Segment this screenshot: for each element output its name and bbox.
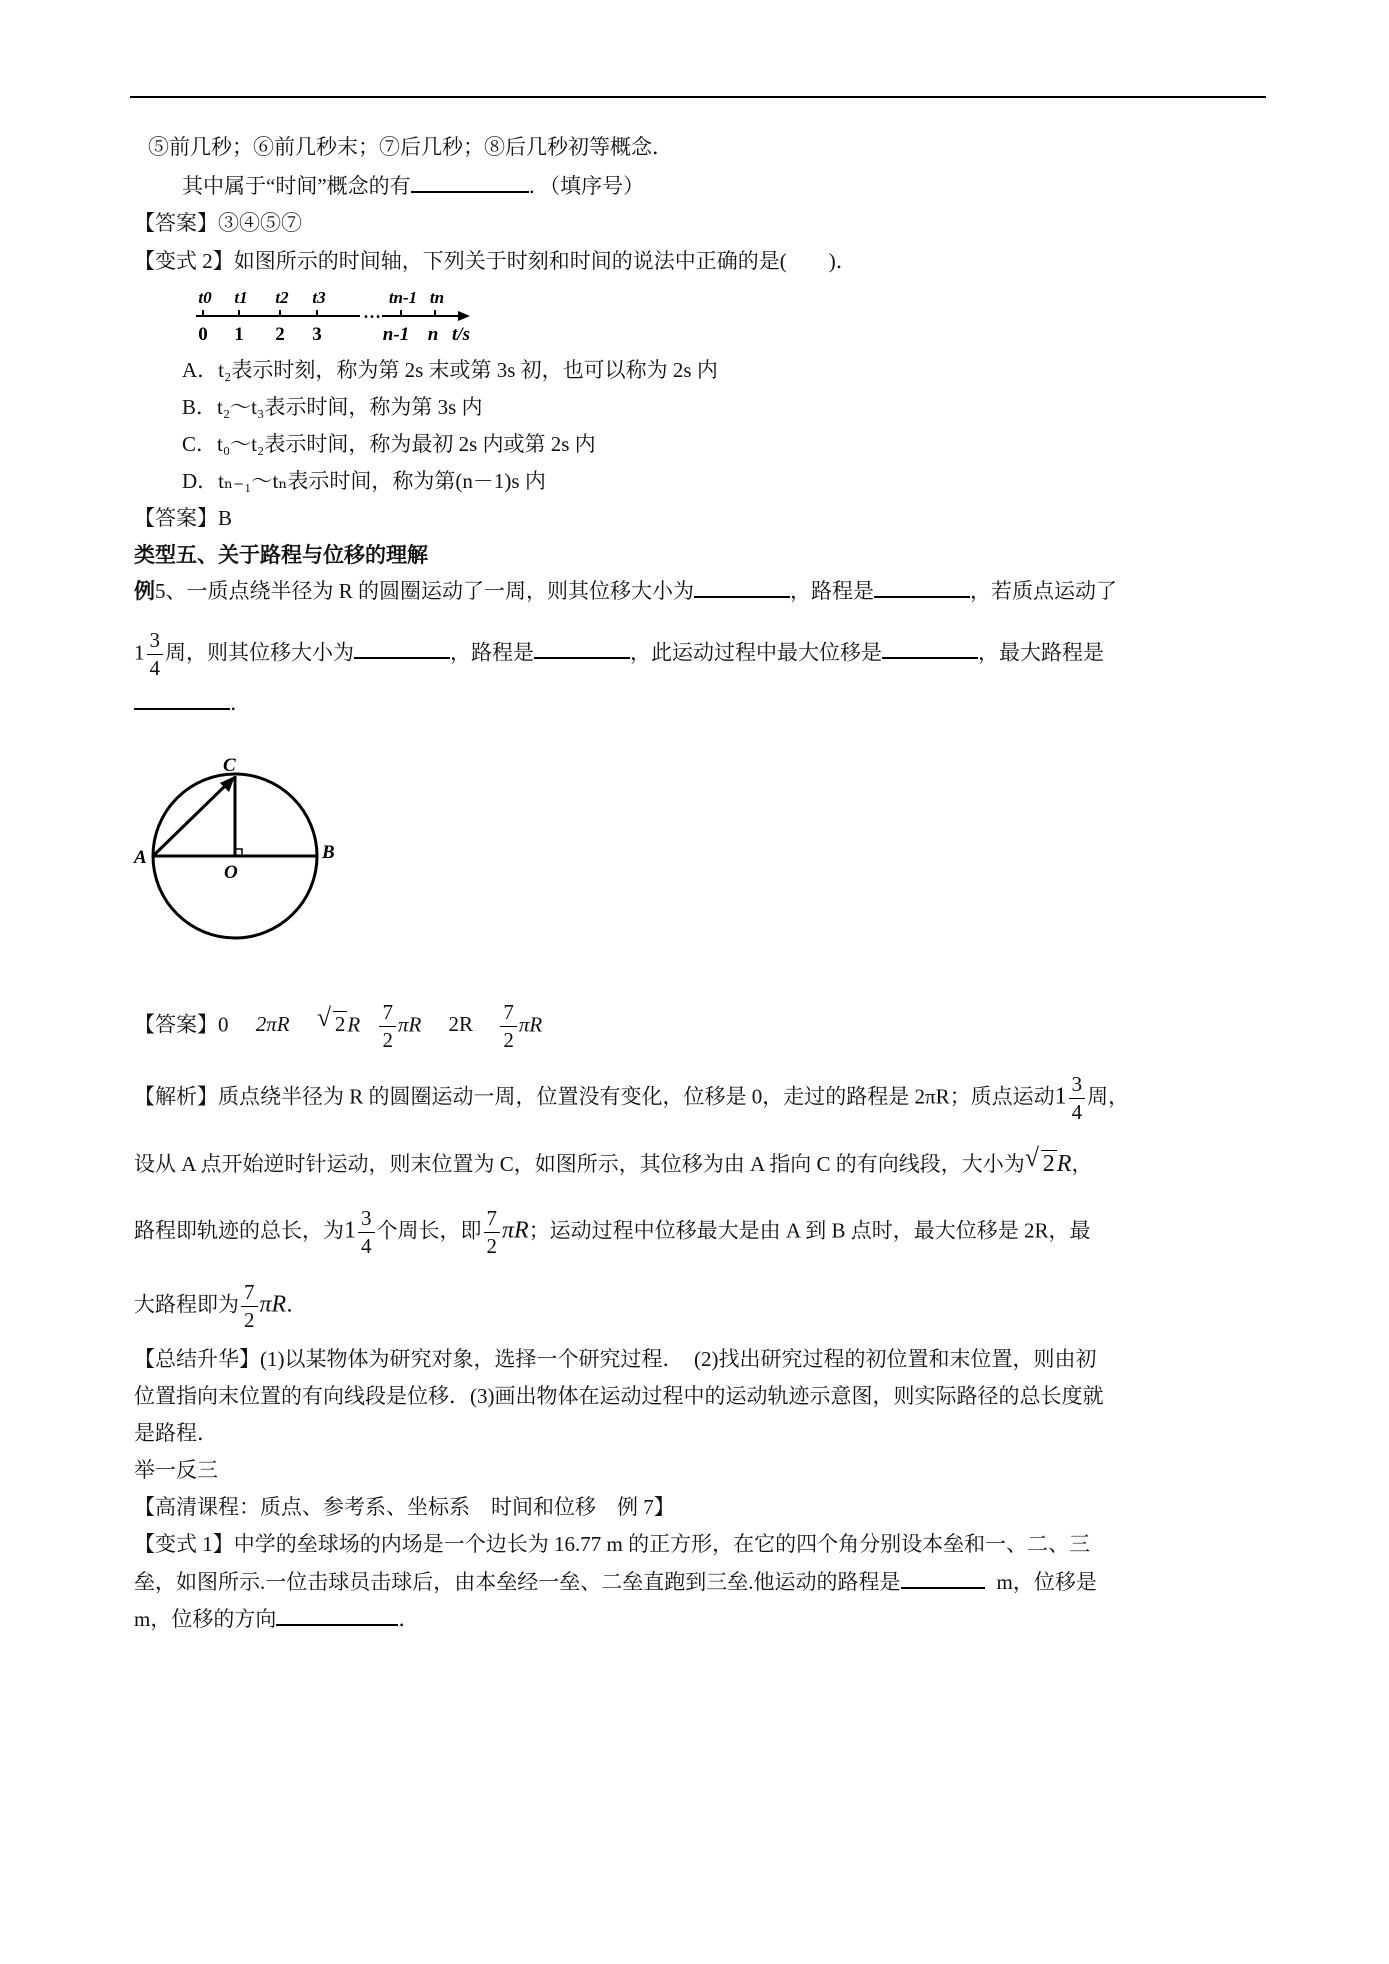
- timeline-top-label: t1: [234, 288, 248, 307]
- option-a: A．t₂表示时刻，称为第 2s 末或第 3s 初，也可以称为 2s 内: [182, 358, 718, 382]
- timeline-top-label: tn-1: [388, 288, 418, 307]
- sqrt-expression: √ 2: [1024, 1143, 1055, 1177]
- timeline-top-label: t0: [198, 288, 212, 307]
- section-heading: 类型五、关于路程与位移的理解: [134, 543, 428, 567]
- summary-line-2: 位置指向末位置的有向线段是位移．(3)画出物体在运动过程中的运动轨迹示意图，则实际路径的总长度就: [134, 1384, 1104, 1408]
- answer-blank[interactable]: [901, 1567, 985, 1589]
- course-link[interactable]: 【高清课程：质点、参考系、坐标系 时间和位移 例 7】: [134, 1495, 675, 1519]
- timeline-top-label: t2: [275, 288, 289, 307]
- timeline-bottom-label: n-1: [382, 324, 410, 345]
- answer-blank[interactable]: [882, 637, 978, 659]
- analysis-line-3: 路程即轨迹的总长，为1 $\frac{3}{4}$ 个周长，即 $\frac{7}{2}$ πR；运动过程中位移最大是由 A 到 B 点时，最大位移是 2R，最: [134, 1206, 1091, 1258]
- example-5-line-2: 1 $\frac{3}{4}$ 周，则其位移大小为 ，路程是 ，此运动过程中最大位移是 ，最大路程是: [134, 628, 1104, 680]
- circle-label: A: [134, 847, 147, 868]
- sqrt-expression: √ 2: [316, 1003, 346, 1037]
- timeline-top-label: tn: [429, 288, 445, 307]
- timeline-bottom-label: 1: [234, 324, 244, 345]
- answer-blank[interactable]: [354, 637, 450, 659]
- analysis-line-4: 大路程即为 $\frac{7}{2}$ πR．: [134, 1280, 308, 1332]
- answer-line: 【答案】③④⑤⑦: [134, 211, 302, 235]
- example-5-line-3: ．: [134, 688, 251, 717]
- option-c: C．t₀～t₂表示时间，称为最初 2s 内或第 2s 内: [182, 432, 596, 456]
- example-5-line-1: 例5、一质点绕半径为 R 的圆圈运动了一周，则其位移大小为 ，路程是 ，若质点运动了: [134, 576, 1117, 605]
- summary-line-1: 【总结升华】(1)以某物体为研究对象，选择一个研究过程． (2)找出研究过程的初位置和末位置，则由初: [134, 1347, 1097, 1371]
- analysis-line-2: 设从 A 点开始逆时针运动，则末位置为 C，如图所示，其位移为由 A 指向 C 的有向线段，大小为 √ 2R，: [134, 1144, 1092, 1184]
- question-line: 其中属于“时间”概念的有 ．（填序号）: [182, 171, 644, 200]
- timeline-bottom-label: 2: [275, 324, 285, 345]
- timeline-bottom-label: 3: [312, 324, 322, 345]
- variant-1-line-3: m，位移的方向 ．: [134, 1604, 419, 1633]
- variant-1-line-1: 【变式 1】中学的垒球场的内场是一个边长为 16.77 m 的正方形，在它的四个角分别设本垒和一、二、三: [134, 1532, 1091, 1556]
- circle-diagram: [132, 752, 344, 944]
- timeline-dots: …: [363, 302, 381, 322]
- answer-blank[interactable]: [134, 688, 230, 710]
- answer-line: 【答案】0 2πR √ 2R $\frac{7}{2}$ πR 2R $\frac{7}{2}$ πR: [134, 1000, 543, 1052]
- circle-label: O: [224, 862, 238, 883]
- header-rule: [130, 96, 1266, 98]
- variant-2-question: 【变式 2】如图所示的时间轴，下列关于时刻和时间的说法中正确的是( )．: [134, 249, 857, 273]
- practice-heading: 举一反三: [134, 1458, 218, 1482]
- circle-label: B: [322, 842, 335, 863]
- fraction: $\frac{7}{2}$: [484, 1208, 501, 1257]
- text-line: ⑤前几秒；⑥前几秒末；⑦后几秒；⑧后几秒初等概念．: [148, 135, 673, 159]
- summary-line-3: 是路程．: [134, 1421, 218, 1445]
- fraction: $\frac{3}{4}$: [358, 1208, 375, 1257]
- timeline-unit-label: t/s: [452, 324, 470, 345]
- timeline-diagram: [190, 280, 490, 346]
- answer-line: 【答案】B: [134, 506, 233, 530]
- circle-label: C: [223, 755, 236, 776]
- option-b: B．t₂～t₃表示时间，称为第 3s 内: [182, 395, 483, 419]
- fraction: $\frac{7}{2}$: [500, 1002, 517, 1051]
- answer-blank[interactable]: [276, 1604, 398, 1626]
- fraction: $\frac{7}{2}$: [379, 1002, 396, 1051]
- analysis-line-1: 【解析】质点绕半径为 R 的圆圈运动一周，位置没有变化，位移是 0，走过的路程是 2πR；质点运动1 $\frac{3}{4}$ 周，: [134, 1072, 1130, 1124]
- timeline-bottom-label: 0: [198, 324, 208, 345]
- timeline-bottom-label: n: [427, 324, 439, 345]
- fraction: $\frac{7}{2}$: [241, 1282, 258, 1331]
- answer-blank[interactable]: [694, 576, 790, 598]
- answer-blank[interactable]: [534, 637, 630, 659]
- answer-blank[interactable]: [874, 576, 970, 598]
- fraction: $\frac{3}{4}$: [1069, 1074, 1086, 1123]
- fraction: $\frac{3}{4}$: [147, 630, 164, 679]
- timeline-axis: [196, 311, 470, 321]
- answer-blank[interactable]: [411, 171, 529, 193]
- option-d: D．tₙ₋₁～tₙ表示时间，称为第(n－1)s 内: [182, 469, 546, 493]
- variant-1-line-2: 垒，如图所示.一位击球员击球后，由本垒经一垒、二垒直跑到三垒.他运动的路程是 m，位移是: [134, 1567, 1097, 1596]
- timeline-top-label: t3: [312, 288, 326, 307]
